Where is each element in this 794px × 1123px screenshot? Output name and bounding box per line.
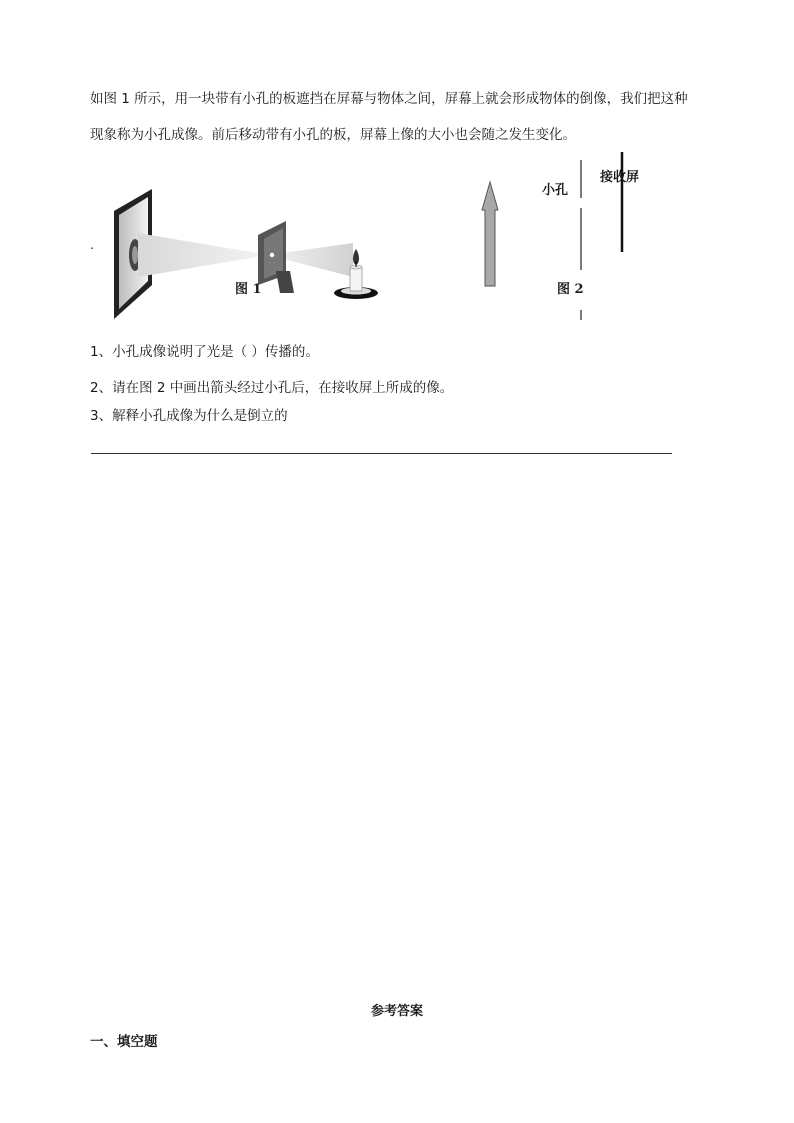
figure-2-label: 图 2 [557, 282, 584, 297]
question-1: 1、小孔成像说明了光是（ ）传播的。 [90, 344, 319, 360]
question-2: 2、请在图 2 中画出箭头经过小孔后，在接收屏上所成的像。 [90, 380, 454, 396]
intro-line-1: 如图 1 所示，用一块带有小孔的板遮挡在屏幕与物体之间，屏幕上就会形成物体的倒像，我们把这种 [90, 91, 688, 107]
question-3: 3、解释小孔成像为什么是倒立的 [90, 408, 288, 424]
pinhole-label: 小孔 [542, 183, 569, 198]
answers-title: 参考答案 [370, 1004, 423, 1019]
answer-line[interactable] [91, 453, 672, 454]
figure-1-illustration [108, 185, 398, 325]
object-arrow [482, 182, 498, 286]
screen-label: 接收屏 [600, 170, 640, 185]
intro-line-2: 现象称为小孔成像。前后移动带有小孔的板，屏幕上像的大小也会随之发生变化。 [90, 127, 576, 143]
figure1-leading-mark: . [90, 238, 94, 252]
figure-1-label: 图 1 [235, 282, 262, 297]
answers-section-1: 一、填空题 [90, 1034, 158, 1050]
